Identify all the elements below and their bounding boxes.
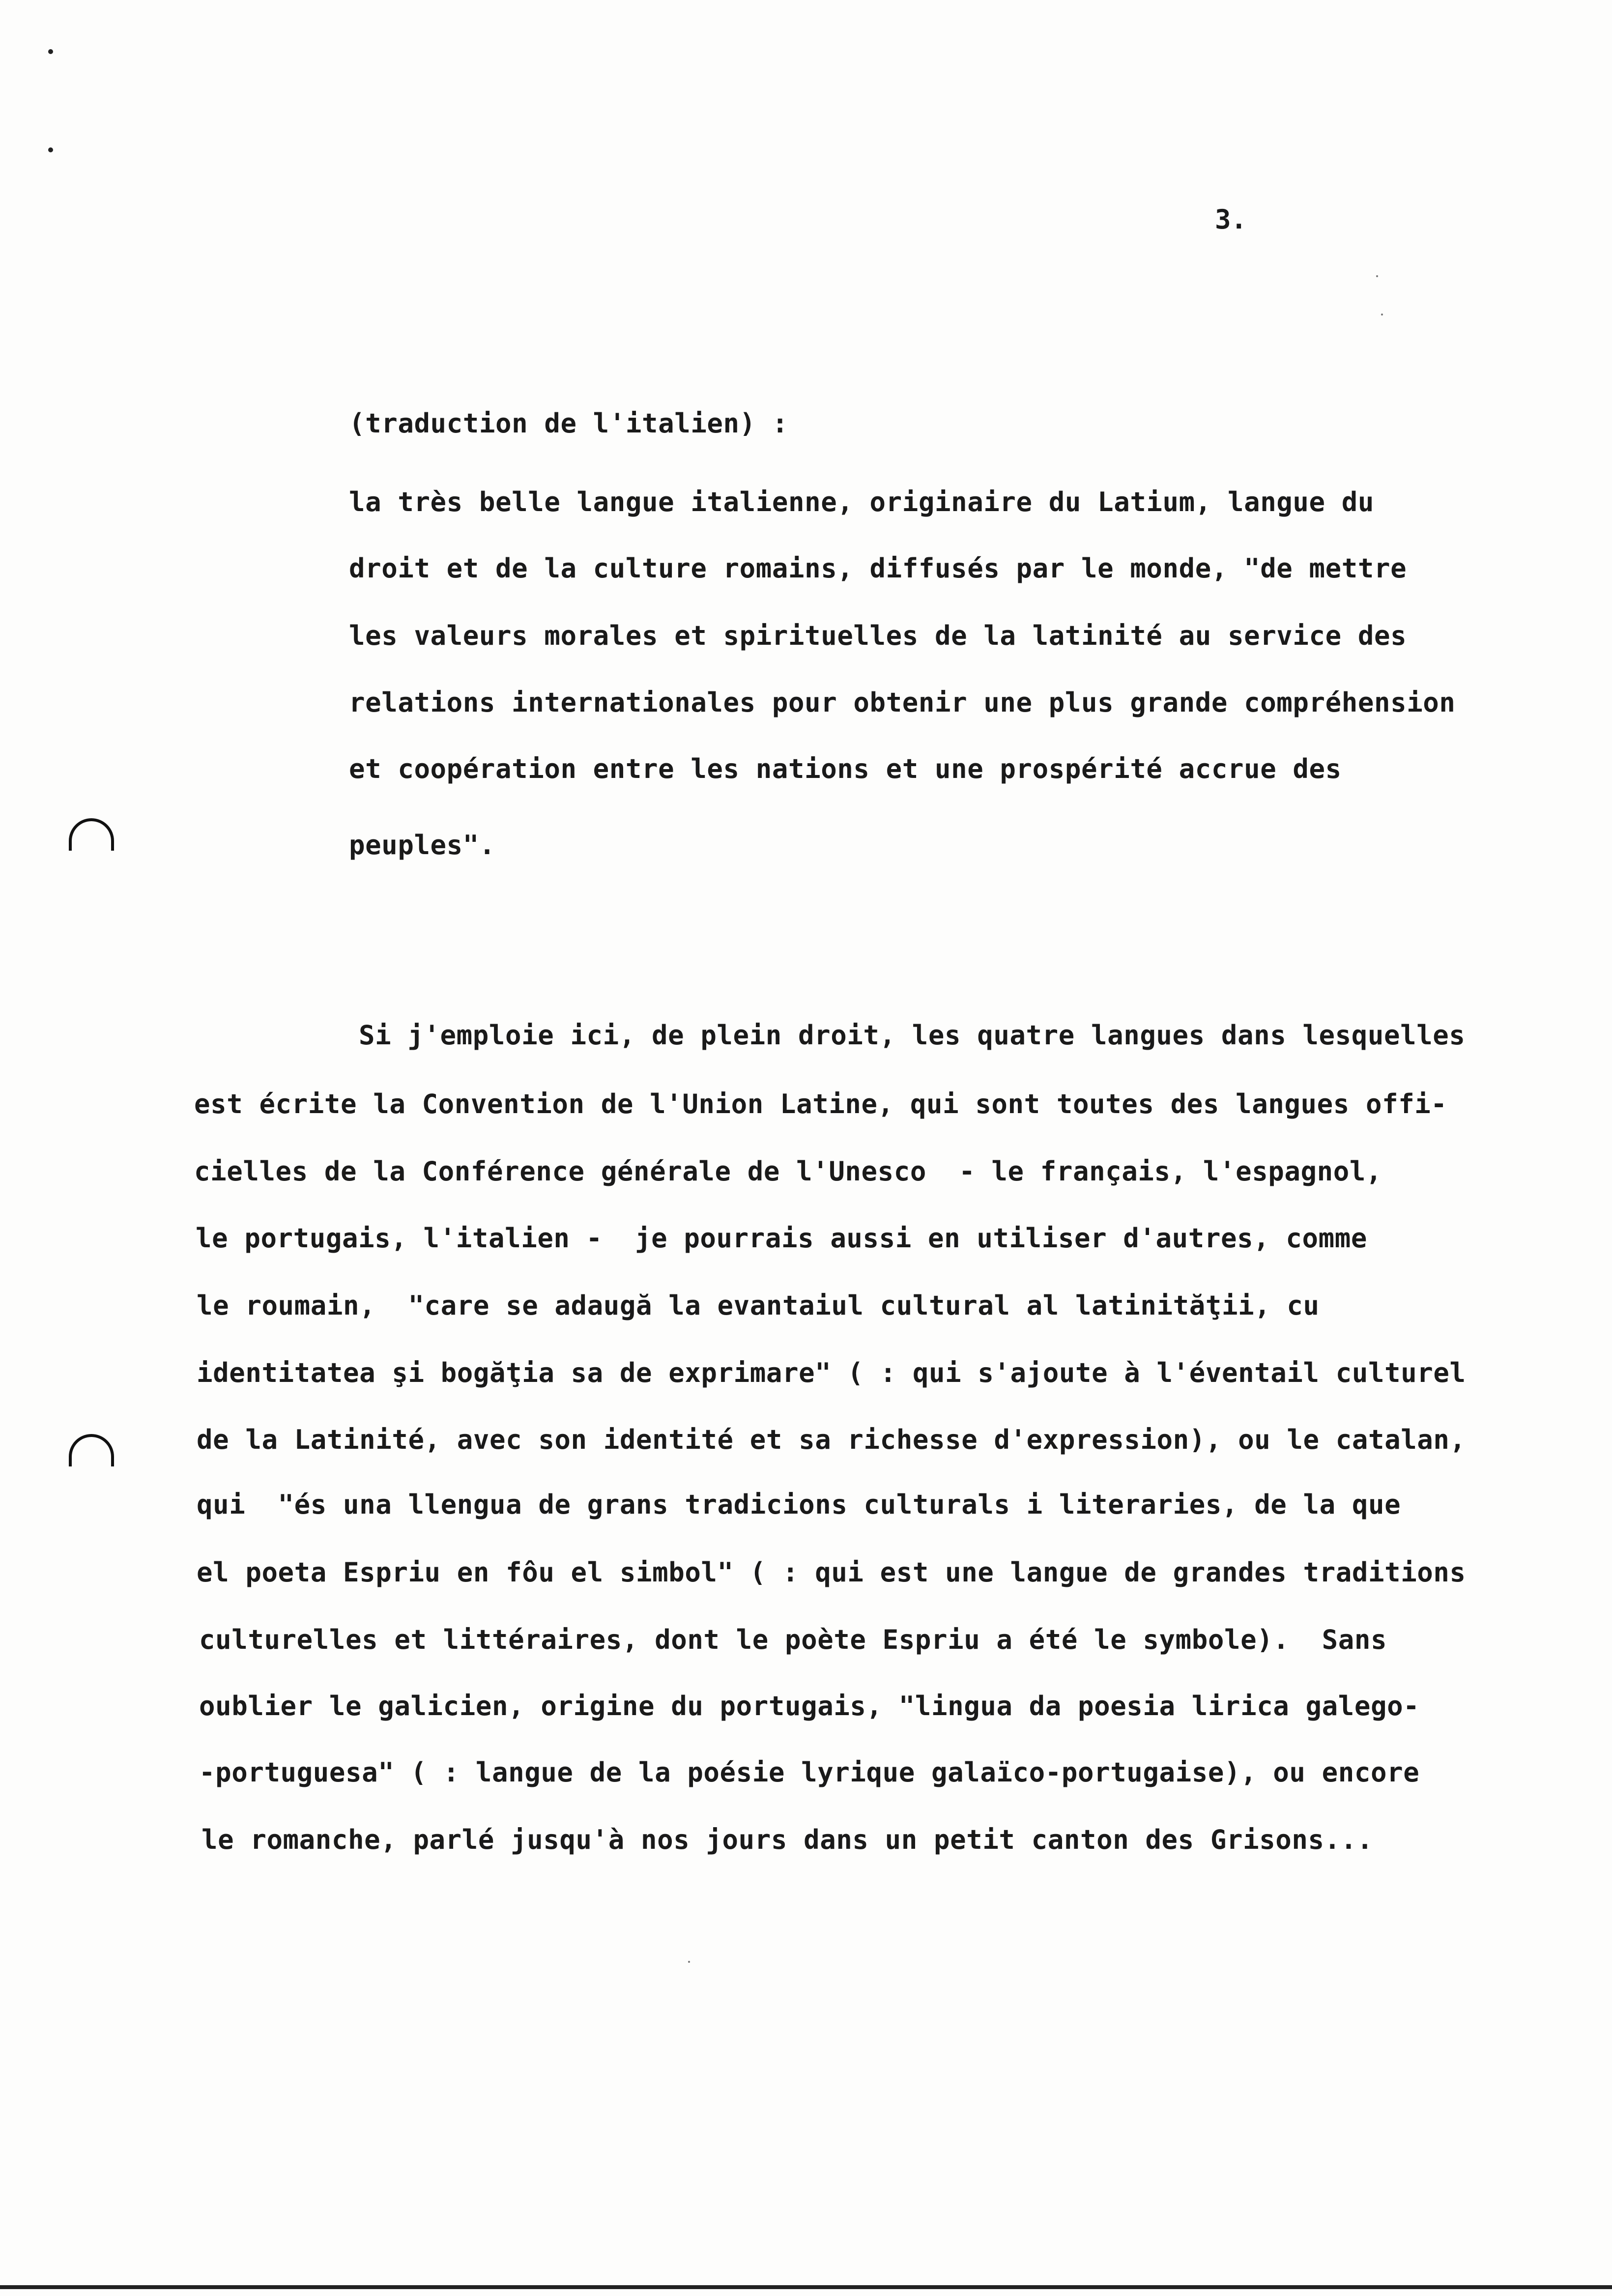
quote-line: la très belle langue italienne, originaire du Latium, langue du <box>349 487 1374 517</box>
paragraph-line: est écrite la Convention de l'Union Latine, qui sont toutes des langues offi- <box>194 1089 1447 1119</box>
paragraph-line: le romanche, parlé jusqu'à nos jours dans un petit canton des Grisons... <box>202 1824 1373 1855</box>
paragraph-line: le portugais, l'italien - je pourrais aussi en utiliser d'autres, comme <box>196 1223 1367 1254</box>
paragraph-line: de la Latinité, avec son identité et sa richesse d'expression), ou le catalan, <box>197 1424 1466 1455</box>
scan-edge-rule <box>0 2285 1612 2289</box>
paragraph-line: culturelles et littéraires, dont le poète Espriu a été le symbole). Sans <box>199 1624 1387 1655</box>
quote-line: peuples". <box>349 830 495 861</box>
quote-line: droit et de la culture romains, diffusés par le monde, "de mettre <box>349 553 1407 584</box>
quote-line: relations internationales pour obtenir une plus grande compréhension <box>349 687 1456 718</box>
page-number: 3. <box>1215 204 1247 235</box>
paragraph-line: le roumain, "care se adaugă la evantaiul cultural al latinităţii, cu <box>197 1290 1320 1321</box>
translation-heading: (traduction de l'italien) : <box>349 408 788 439</box>
paragraph-line: qui "és una llengua de grans tradicions culturals i literaries, de la que <box>197 1489 1401 1520</box>
speck <box>688 1961 690 1963</box>
paragraph-line: -portuguesa" ( : langue de la poésie lyrique galaïco-portugaise), ou encore <box>199 1757 1420 1788</box>
punch-hole-mark-lower <box>69 1434 114 1466</box>
margin-mark-top <box>48 49 53 54</box>
margin-mark-second <box>48 147 53 152</box>
quote-line: et coopération entre les nations et une prospérité accrue des <box>349 753 1342 784</box>
quote-line: les valeurs morales et spirituelles de la latinité au service des <box>349 620 1407 651</box>
paragraph-line: cielles de la Conférence générale de l'Unesco - le français, l'espagnol, <box>194 1156 1382 1187</box>
paragraph-line: oublier le galicien, origine du portugais, "lingua da poesia lirica galego- <box>199 1691 1420 1722</box>
paragraph-line: identitatea şi bogăţia sa de exprimare" ( : qui s'ajoute à l'éventail culturel <box>197 1357 1466 1388</box>
speck <box>1381 314 1383 316</box>
speck <box>1376 275 1378 277</box>
punch-hole-mark-upper <box>69 818 114 851</box>
paragraph-line: Si j'emploie ici, de plein droit, les quatre langues dans lesquelles <box>359 1020 1466 1051</box>
paragraph-line: el poeta Espriu en fôu el simbol" ( : qui est une langue de grandes traditions <box>197 1557 1466 1588</box>
